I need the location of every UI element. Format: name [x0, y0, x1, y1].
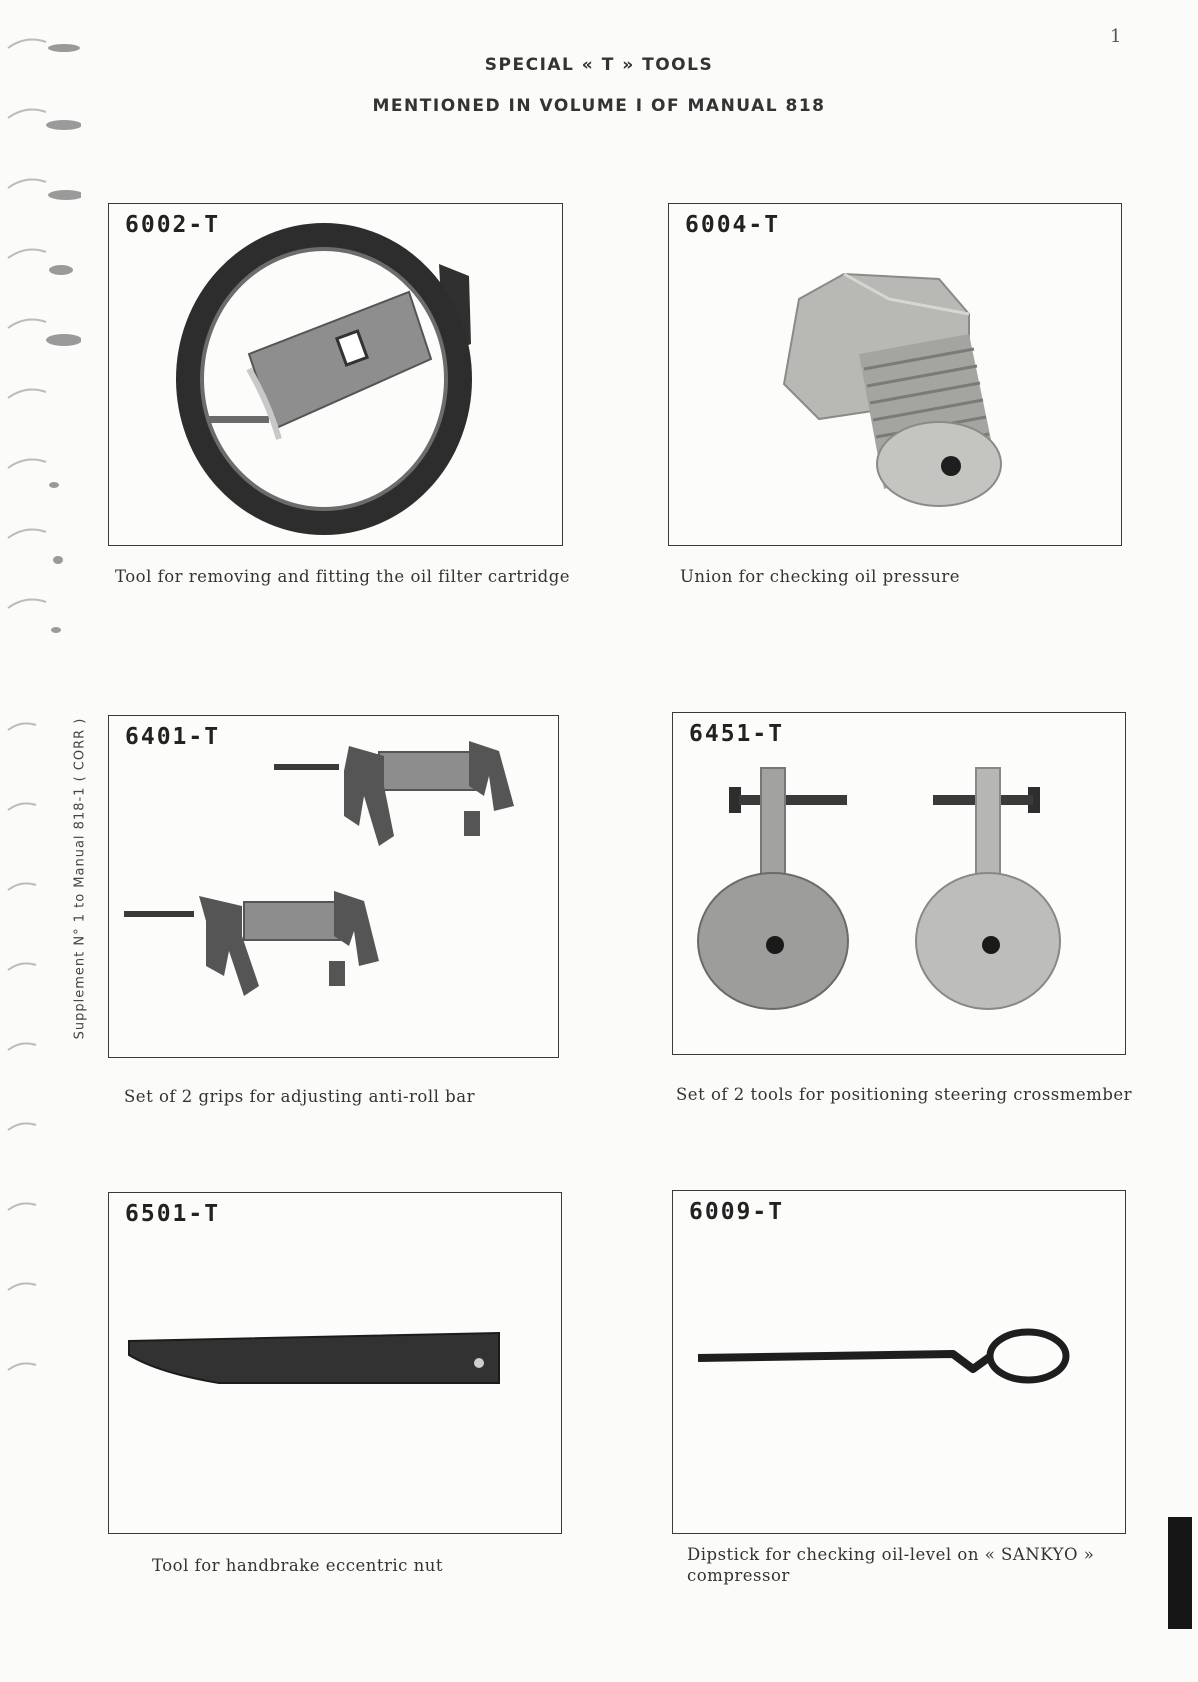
page-number: 1 — [1110, 26, 1122, 47]
oil-filter-wrench-icon — [109, 204, 561, 544]
tool-panel-6401-t — [108, 715, 559, 1058]
positioning-discs-icon — [673, 713, 1124, 1053]
tool-code: 6009-T — [689, 1199, 785, 1225]
dipstick-icon — [673, 1191, 1124, 1532]
tool-panel-6009-t — [672, 1190, 1126, 1534]
tool-caption-6501-t: Tool for handbrake eccentric nut — [152, 1556, 444, 1575]
tool-code: 6004-T — [685, 212, 781, 238]
tool-caption-6002-t: Tool for removing and fitting the oil filter cartridge — [115, 567, 571, 586]
page-title: SPECIAL « T » TOOLS — [484, 55, 714, 75]
tool-code: 6401-T — [125, 724, 221, 750]
tool-caption-6451-t: Set of 2 tools for positioning steering crossmember — [676, 1085, 1133, 1104]
tool-code: 6002-T — [125, 212, 221, 238]
tool-caption-6401-t: Set of 2 grips for adjusting anti-roll bar — [124, 1087, 475, 1106]
tool-panel-6004-t — [668, 203, 1122, 546]
tool-caption-6009-t: Dipstick for checking oil-level on « SANKYO » compressor — [687, 1545, 1095, 1585]
tool-caption-6004-t: Union for checking oil pressure — [680, 567, 961, 586]
tool-code: 6451-T — [689, 721, 785, 747]
tool-panel-6451-t — [672, 712, 1126, 1055]
tool-code: 6501-T — [125, 1201, 221, 1227]
section-tab-mark — [1168, 1517, 1192, 1629]
flat-bar-tool-icon — [109, 1193, 560, 1532]
tool-panel-6501-t — [108, 1192, 562, 1534]
hex-union-plug-icon — [669, 204, 1120, 544]
supplement-note: Supplement N° 1 to Manual 818-1 ( CORR ) — [72, 717, 88, 1040]
grip-clamps-icon — [109, 716, 557, 1056]
tool-panel-6002-t — [108, 203, 563, 546]
page-subtitle: MENTIONED IN VOLUME I OF MANUAL 818 — [372, 96, 826, 116]
binding-marks — [6, 30, 81, 1430]
